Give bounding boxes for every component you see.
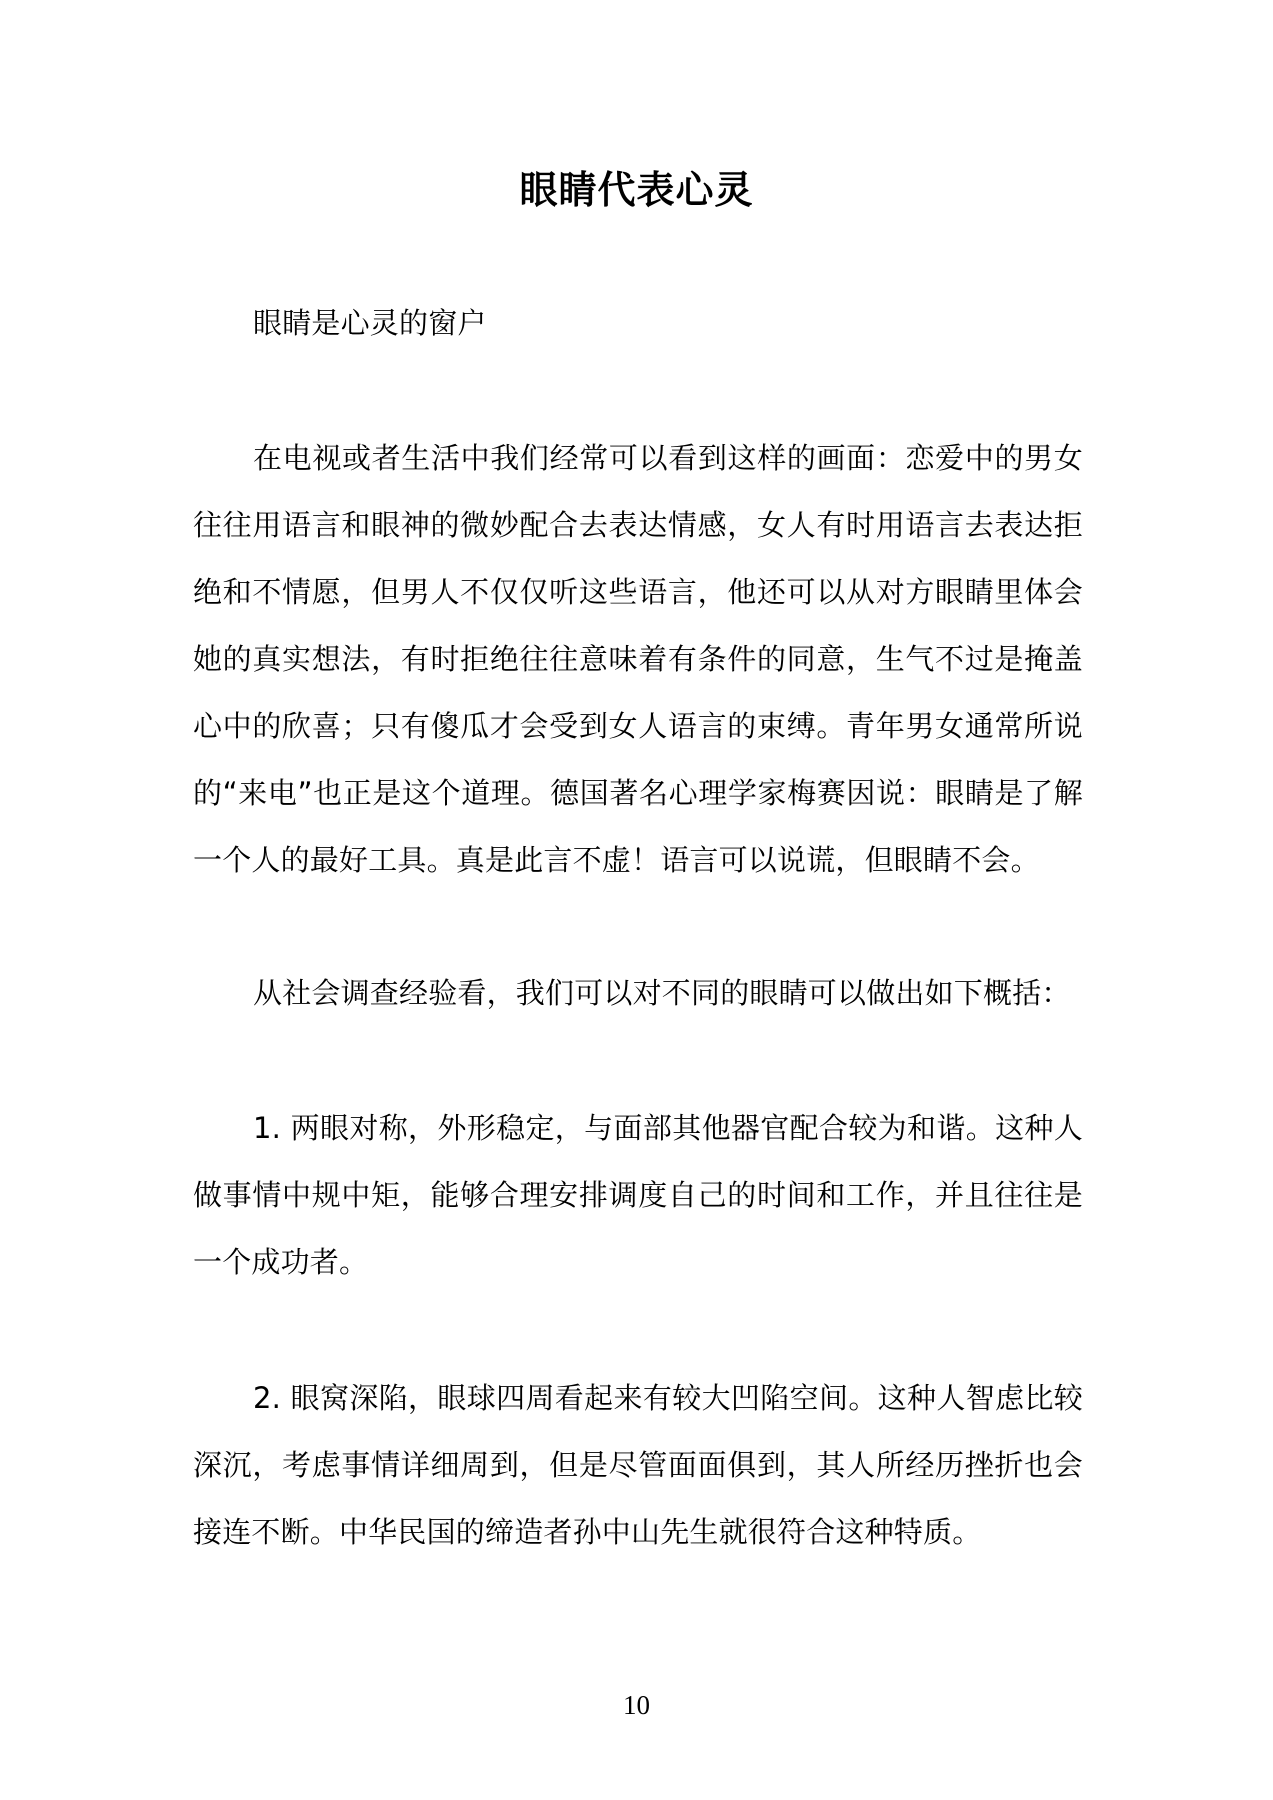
list-item: 2. 眼窝深陷，眼球四周看起来有较大凹陷空间。这种人智虑比较深沉，考虑事情详细周到，但是尽管面面俱到，其人所经历挫折也会接连不断。中华民国的缔造者孙中山先生就很符合这种特质。 xyxy=(193,1381,1083,1549)
paragraph-body: 在电视或者生活中我们经常可以看到这样的画面：恋爱中的男女往往用语言和眼神的微妙配合去表达情感，女人有时用语言去表达拒绝和不情愿，但男人不仅仅听这些语言，他还可以从对方眼睛里体会她的真实想法，有时拒绝往往意味着有条件的同意，生气不过是掩盖心中的欣喜；只有傻瓜才会受到女人语言的束缚。青年男女通常所说的“来电”也正是这个道理。德国著名心理学家梅赛因说：眼睛是了解一个人的最好工具。真是此言不虚！语言可以说谎，但眼睛不会。 xyxy=(193,441,1083,877)
page-number: 10 xyxy=(623,1690,650,1720)
paragraph-subtitle: 眼睛是心灵的窗户 xyxy=(253,306,487,340)
list-item: 1. 两眼对称，外形稳定，与面部其他器官配合较为和谐。这种人做事情中规中矩，能够合理安排调度自己的时间和工作，并且往往是一个成功者。 xyxy=(193,1111,1083,1279)
paragraph-body: 从社会调查经验看，我们可以对不同的眼睛可以做出如下概括： xyxy=(253,976,1071,1010)
document-title: 眼睛代表心灵 xyxy=(519,168,754,212)
